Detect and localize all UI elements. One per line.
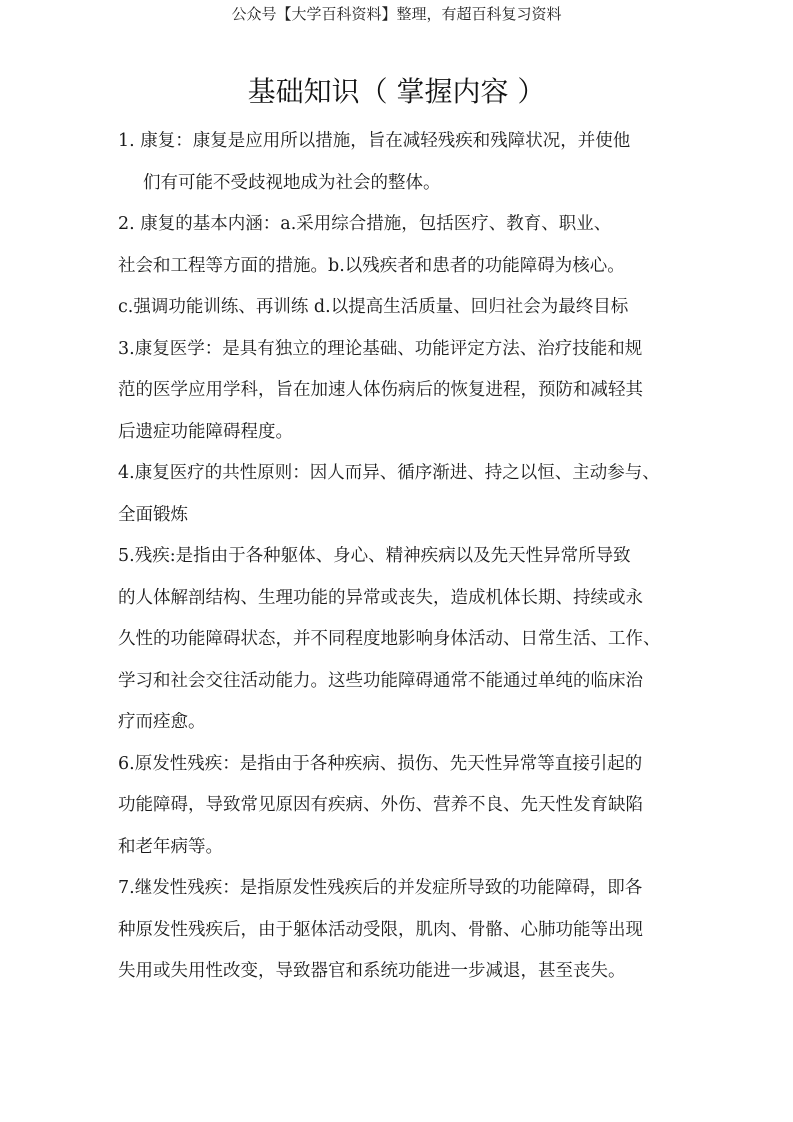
document-body [118, 121, 688, 993]
text-line: 功能障碍，导致常见原因有疾病、外伤、营养不良、先天性发育缺陷 [118, 795, 643, 815]
text-line: 1. 康复：康复是应用所以措施，旨在减轻残疾和残障状况，并使他 [118, 131, 631, 151]
text-line: 5.残疾:是指由于各种躯体、身心、精神疾病以及先天性异常所导致 [118, 546, 631, 566]
text-line: 7.继发性残疾：是指原发性残疾后的并发症所导致的功能障碍，即各 [118, 878, 643, 898]
text-line: 后遗症功能障碍程度。 [118, 421, 293, 442]
text-line: 社会和工程等方面的措施。b.以残疾者和患者的功能障碍为核心。 [118, 255, 625, 276]
document-title: 基础知识（ 掌握内容 ） [247, 75, 546, 108]
text-line: 和老年病等。 [118, 836, 223, 857]
text-line: 范的医学应用学科，旨在加速人体伤病后的恢复进程，预防和减轻其 [118, 380, 643, 400]
text-line: 失用或失用性改变，导致器官和系统功能进一步减退，甚至丧失。 [118, 961, 626, 981]
text-line: 们有可能不受歧视地成为社会的整体。 [143, 172, 441, 193]
page-header: 公众号【大学百科资料】整理，有超百科复习资料 [231, 5, 562, 23]
text-line: 3.康复医学：是具有独立的理论基础、功能评定方法、治疗技能和规 [118, 338, 643, 359]
text-line: 2. 康复的基本内涵：a.采用综合措施，包括医疗、教育、职业、 [118, 214, 612, 234]
text-line: 学习和社会交往活动能力。这些功能障碍通常不能通过单纯的临床治 [118, 670, 643, 691]
text-line: 的人体解剖结构、生理功能的异常或丧失，造成机体长期、持续或永 [118, 587, 643, 608]
text-line: 久性的功能障碍状态，并不同程度地影响身体活动、日常生活、工作、 [118, 629, 661, 649]
text-line: 种原发性残疾后，由于躯体活动受限，肌肉、骨骼、心肺功能等出现 [118, 919, 643, 940]
text-line: 4.康复医疗的共性原则：因人而异、循序渐进、持之以恒、主动参与、 [118, 463, 660, 483]
text-line: c.强调功能训练、再训练 d.以提高生活质量、回归社会为最终目标 [118, 297, 629, 317]
text-line: 6.原发性残疾：是指由于各种疾病、损伤、先天性异常等直接引起的 [118, 753, 643, 774]
text-line: 全面锻炼 [118, 504, 188, 525]
text-line: 疗而痊愈。 [118, 712, 206, 732]
